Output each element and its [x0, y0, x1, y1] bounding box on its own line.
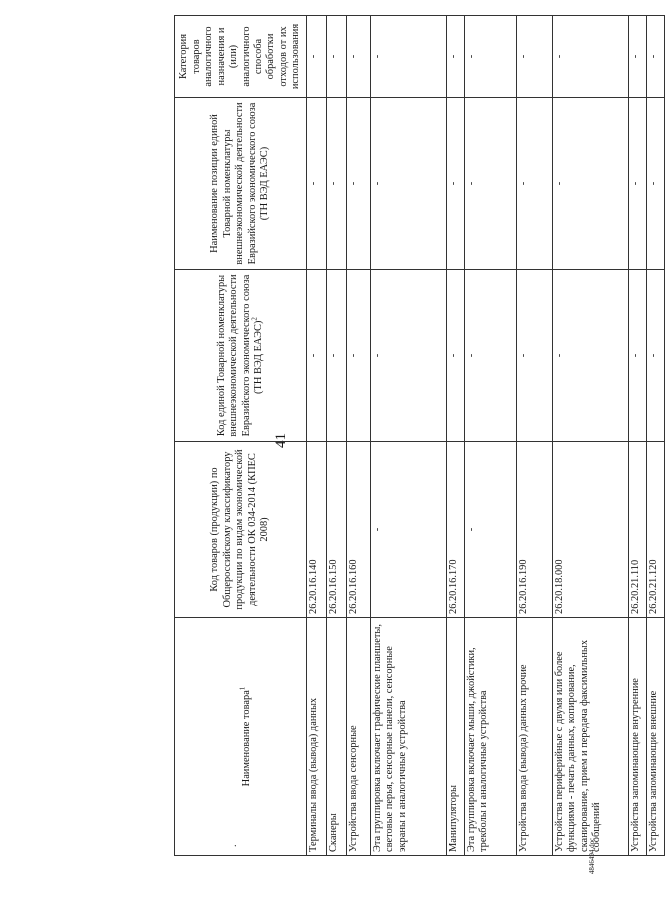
cell-tnved-name: - — [465, 98, 517, 270]
cell-tnved-name: - — [371, 98, 447, 270]
cell-category: - — [517, 16, 553, 98]
cell-tnved-name: - — [307, 98, 327, 270]
cell-tnved-code: - — [327, 270, 347, 442]
cell-tnved-code: - — [647, 270, 665, 442]
cell-product-name: Сканеры — [327, 618, 347, 856]
cell-tnved-name: - — [553, 98, 629, 270]
cell-category: - — [553, 16, 629, 98]
cell-product-name: Устройства запоминающие внешние — [647, 618, 665, 856]
cell-tnved-code: - — [517, 270, 553, 442]
cell-category: - — [447, 16, 465, 98]
table-row — [517, 16, 553, 856]
table-body — [307, 16, 665, 856]
cell-tnved-code: - — [553, 270, 629, 442]
cell-category: - — [327, 16, 347, 98]
table-header-row — [175, 16, 307, 856]
table-row — [647, 16, 665, 856]
header-category — [175, 16, 307, 98]
cell-okpd-code: 26.20.16.160 — [347, 442, 371, 618]
cell-category: - — [371, 16, 447, 98]
cell-product-name: Манипуляторы — [447, 618, 465, 856]
cell-category: - — [647, 16, 665, 98]
header-tnved-code — [175, 270, 307, 442]
table-row — [553, 16, 629, 856]
header-okpd-code-text: Код товаров (продукции) по Общероссийскому классификатору продукции по видам экономической деятельности ОК 034-2014 (КПЕС 2008) — [209, 449, 271, 610]
document-filename: 4846494.doc — [588, 837, 597, 875]
cell-okpd-code: 26.20.16.190 — [517, 442, 553, 618]
cell-tnved-code: - — [629, 270, 647, 442]
cell-category: - — [347, 16, 371, 98]
cell-tnved-name: - — [347, 98, 371, 270]
cell-okpd-code: - — [465, 442, 517, 618]
cell-product-name: Эта группировка включает графические планшеты, световые перья, сенсорные панели, сенсорные экраны и аналогичные устройства — [371, 618, 447, 856]
cell-product-name: Устройства периферийные с двумя или более функциями - печать данных, копирование, сканирование, прием и передача факсимильных сообщений — [553, 618, 629, 856]
cell-okpd-code: 26.20.18.000 — [553, 442, 629, 618]
header-okpd-code — [175, 442, 307, 618]
cell-tnved-code: - — [371, 270, 447, 442]
table-row — [465, 16, 517, 856]
header-dot: . — [228, 844, 240, 847]
footnote-mark: 2 — [250, 317, 259, 321]
table-row — [327, 16, 347, 856]
table-row — [307, 16, 327, 856]
header-tnved-code-text: Код единой Товарной номенклатуры внешнеэкономической деятельности Евразийского экономического союза (ТН ВЭД ЕАЭС) — [215, 274, 264, 437]
cell-okpd-code: 26.20.21.110 — [629, 442, 647, 618]
cell-product-name: Эта группировка включает мыши, джойстики, трекболы и аналогичные устройства — [465, 618, 517, 856]
goods-table — [174, 15, 665, 856]
page-number: 41 — [273, 433, 289, 448]
cell-tnved-code: - — [465, 270, 517, 442]
cell-tnved-name: - — [629, 98, 647, 270]
cell-tnved-name: - — [327, 98, 347, 270]
cell-tnved-name: - — [517, 98, 553, 270]
cell-tnved-code: - — [447, 270, 465, 442]
cell-okpd-code: 26.20.16.150 — [327, 442, 347, 618]
table-row — [371, 16, 447, 856]
table-row — [347, 16, 371, 856]
table-row — [447, 16, 465, 856]
header-category-text: Категория товаров аналогичного назначения и (или) аналогичного способа обработки отходов от их использования — [178, 23, 302, 90]
cell-product-name: Терминалы ввода (вывода) данных — [307, 618, 327, 856]
cell-product-name: Устройства ввода сенсорные — [347, 618, 371, 856]
header-tnved-name-text: Наименование позиции единой Товарной номенклатуры внешнеэкономической деятельности Евразийского экономического союза (ТН ВЭД ЕАЭС) — [209, 102, 271, 265]
cell-product-name: Устройства запоминающие внутренние — [629, 618, 647, 856]
cell-tnved-name: - — [647, 98, 665, 270]
table-row — [629, 16, 647, 856]
cell-category: - — [465, 16, 517, 98]
cell-tnved-name: - — [447, 98, 465, 270]
cell-tnved-code: - — [307, 270, 327, 442]
cell-category: - — [629, 16, 647, 98]
header-product-name — [175, 618, 307, 856]
header-tnved-name — [175, 98, 307, 270]
cell-tnved-code: - — [347, 270, 371, 442]
cell-category: - — [307, 16, 327, 98]
cell-okpd-code: 26.20.21.120 — [647, 442, 665, 618]
header-product-name-text: Наименование товара — [240, 690, 252, 787]
cell-product-name: Устройства ввода (вывода) данных прочие — [517, 618, 553, 856]
footnote-mark: 1 — [238, 686, 247, 691]
cell-okpd-code: 26.20.16.140 — [307, 442, 327, 618]
cell-okpd-code: - — [371, 442, 447, 618]
cell-okpd-code: 26.20.16.170 — [447, 442, 465, 618]
